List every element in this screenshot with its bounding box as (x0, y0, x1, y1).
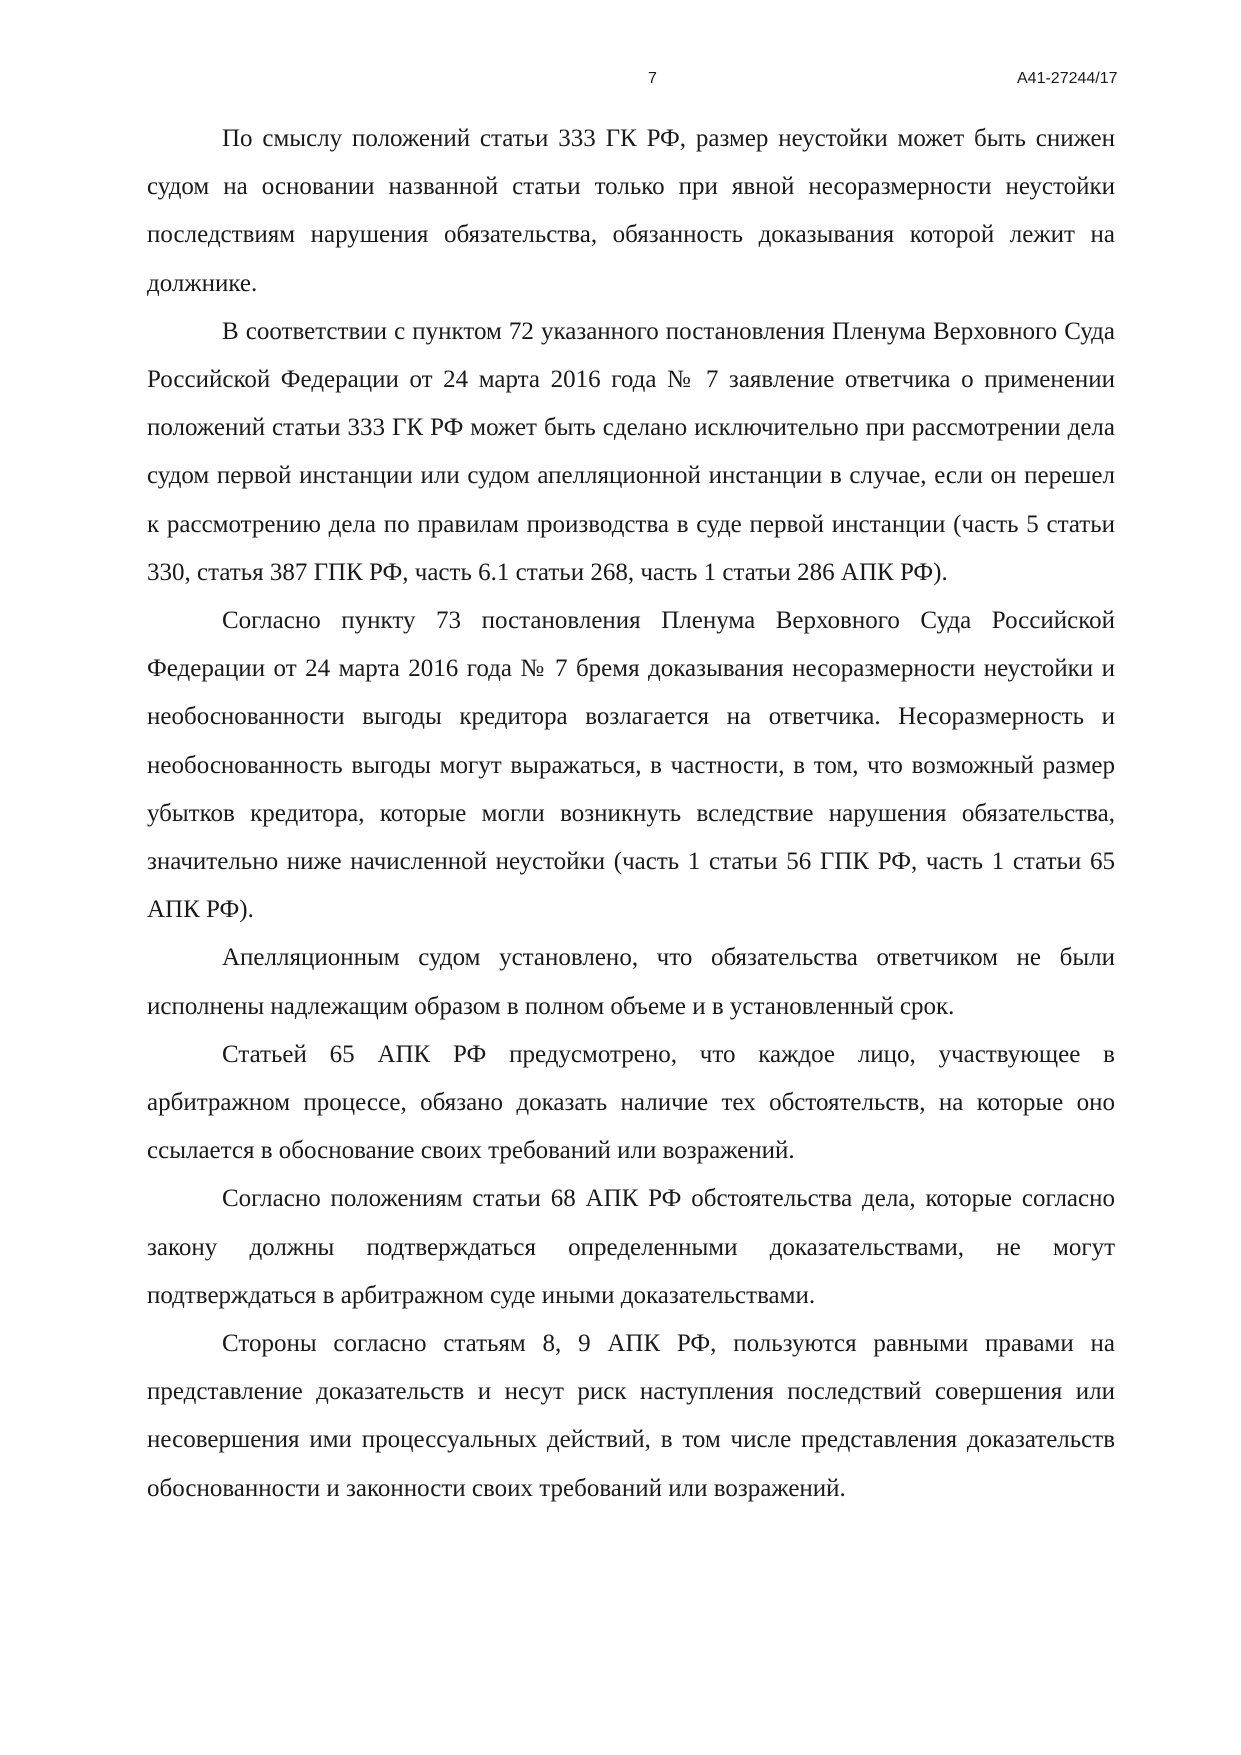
paragraph: Статьей 65 АПК РФ предусмотрено, что каждое лицо, участвующее в арбитражном процессе, обязано доказать наличие тех обстоятельств, на которые оно ссылается в обоснование своих требований или возражений. (147, 1040, 1115, 1165)
page-number: 7 (648, 70, 657, 87)
paragraph: Апелляционным судом установлено, что обязательства ответчиком не были исполнены надлежащим образом в полном объеме и в установленный срок. (147, 944, 1115, 1020)
paragraph: Согласно пункту 73 постановления Пленума Верховного Суда Российской Федерации от 24 марта 2016 года № 7 бремя доказывания несоразмерности неустойки и необоснованности выгоды кредитора возлагается на ответчика. Несоразмерность и необоснованность выгоды могут выражаться, в частности, в том, что возможный размер убытков кредитора, которые могли возникнуть вследствие нарушения обязательства, значительно ниже начисленной неустойки (часть 1 статьи 56 ГПК РФ, часть 1 статьи 65 АПК РФ). (147, 607, 1115, 924)
paragraph: Согласно положениям статьи 68 АПК РФ обстоятельства дела, которые согласно закону должны подтверждаться определенными доказательствами, не могут подтверждаться в арбитражном суде иными доказательствами. (147, 1185, 1115, 1309)
case-number: А41-27244/17 (1017, 70, 1118, 87)
document-body (147, 115, 1115, 1513)
page-header (0, 70, 1241, 100)
paragraph: По смыслу положений статьи 333 ГК РФ, размер неустойки может быть снижен судом на основании названной статьи только при явной несоразмерности неустойки последствиям нарушения обязательства, обязанность доказывания которой лежит на должнике. (147, 125, 1115, 297)
paragraph: В соответствии с пунктом 72 указанного постановления Пленума Верховного Суда Российской Федерации от 24 марта 2016 года № 7 заявление ответчика о применении положений статьи 333 ГК РФ может быть сделано исключительно при рассмотрении дела судом первой инстанции или судом апелляционной инстанции в случае, если он перешел к рассмотрению дела по правилам производства в суде первой инстанции (часть 5 статьи 330, статья 387 ГПК РФ, часть 6.1 статьи 268, часть 1 статьи 286 АПК РФ). (147, 317, 1115, 586)
paragraph: Стороны согласно статьям 8, 9 АПК РФ, пользуются равными правами на представление доказательств и несут риск наступления последствий совершения или несовершения ими процессуальных действий, в том числе представления доказательств обоснованности и законности своих требований или возражений. (147, 1330, 1115, 1502)
